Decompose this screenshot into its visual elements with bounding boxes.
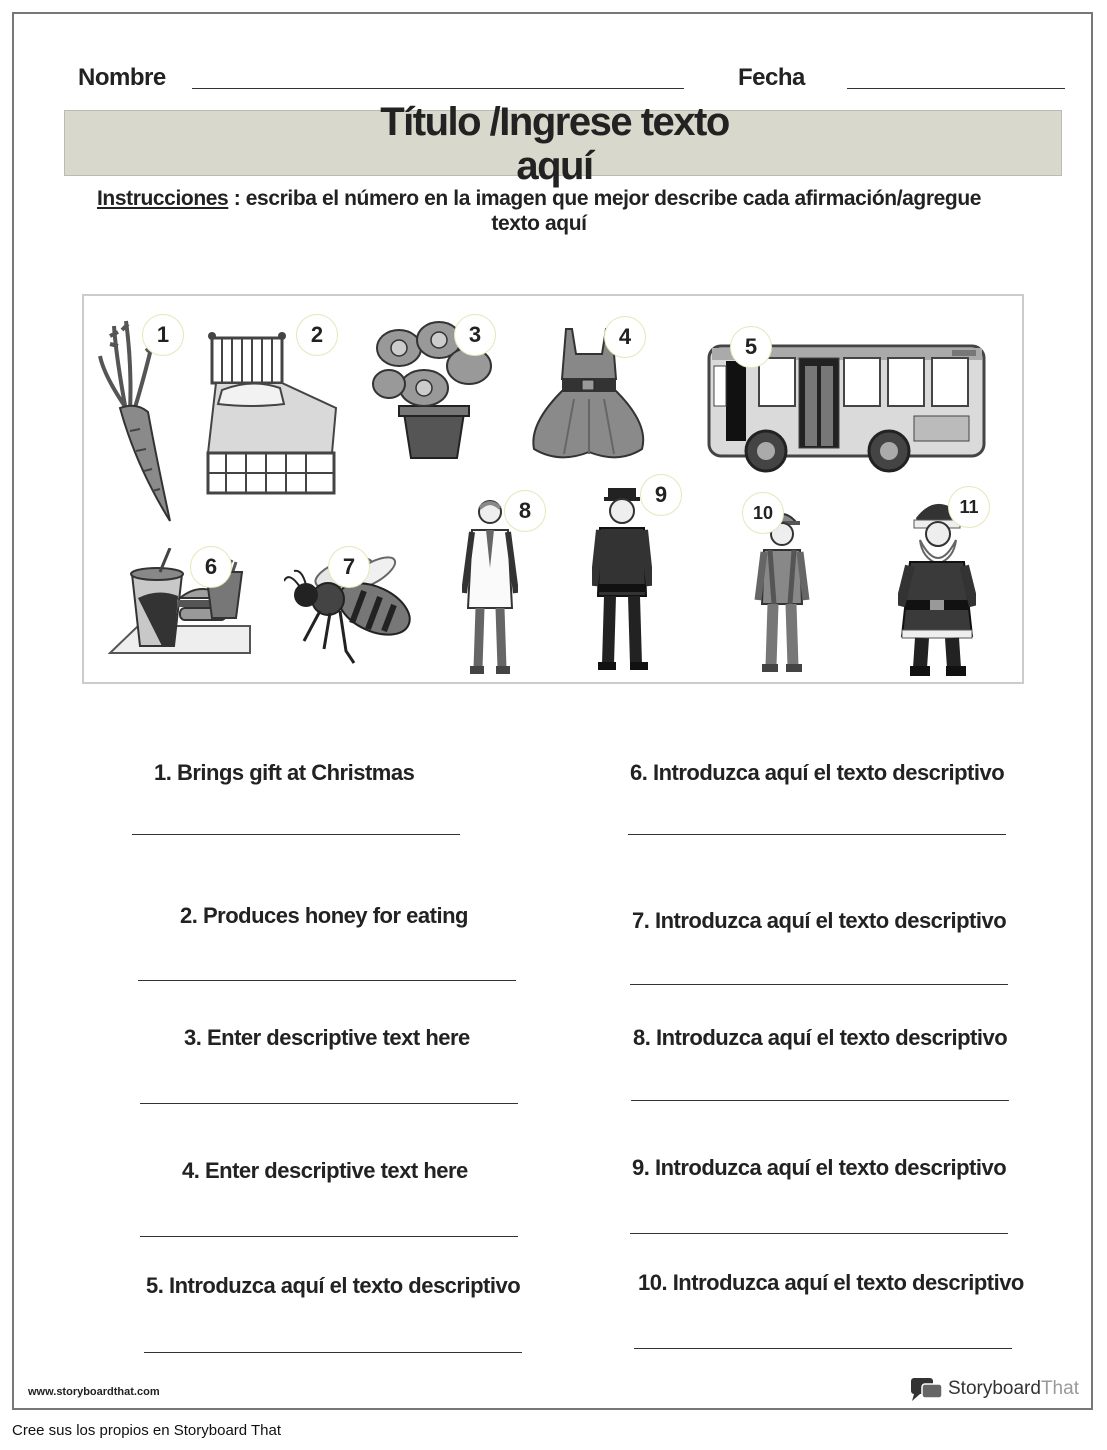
answer-line-4[interactable] [140, 1236, 518, 1237]
picture-number-2: 2 [296, 314, 338, 356]
answer-line-3[interactable] [140, 1103, 518, 1104]
instructions[interactable] [74, 186, 1004, 236]
worksheet-page [12, 12, 1093, 1410]
answer-line-9[interactable] [630, 1233, 1008, 1234]
instructions-label: Instrucciones [96, 187, 229, 210]
picture-number-9: 9 [640, 474, 682, 516]
logo-main: Storyboard [948, 1378, 1041, 1399]
answer-line-6[interactable] [628, 834, 1006, 835]
answer-line-1[interactable] [132, 834, 460, 835]
storyboardthat-logo[interactable] [910, 1376, 1079, 1402]
instructions-text: : escriba el número en la imagen que mejor describe cada afirmación/agregue texto aquí [228, 187, 982, 235]
picture-number-3: 3 [454, 314, 496, 356]
picture-number-1: 1 [142, 314, 184, 356]
question-10[interactable]: 10. Introduzca aquí el texto descriptivo [638, 1270, 1024, 1295]
date-label: Fecha [738, 64, 805, 91]
answer-line-8[interactable] [631, 1100, 1009, 1101]
question-2[interactable]: 2. Produces honey for eating [180, 903, 468, 928]
worksheet-title[interactable] [14, 100, 1095, 188]
answer-line-2[interactable] [138, 980, 516, 981]
question-4[interactable]: 4. Enter descriptive text here [182, 1158, 468, 1183]
question-5[interactable]: 5. Introduzca aquí el texto descriptivo [146, 1273, 521, 1298]
name-label: Nombre [78, 64, 166, 91]
picture-box [82, 294, 1024, 684]
title-line-1: Título /Ingrese texto [380, 100, 729, 144]
logo-accent: That [1040, 1378, 1079, 1399]
question-7[interactable]: 7. Introduzca aquí el texto descriptivo [632, 908, 1007, 933]
question-1[interactable]: 1. Brings gift at Christmas [154, 760, 415, 785]
picture-number-6: 6 [190, 546, 232, 588]
title-line-2: aquí [516, 144, 593, 188]
footer-url[interactable]: www.storyboardthat.com [28, 1386, 160, 1398]
name-answer-line[interactable] [192, 88, 684, 89]
question-9[interactable]: 9. Introduzca aquí el texto descriptivo [632, 1155, 1007, 1180]
picture-number-8: 8 [504, 490, 546, 532]
answer-line-5[interactable] [144, 1352, 522, 1353]
picture-number-4: 4 [604, 316, 646, 358]
question-6[interactable]: 6. Introduzca aquí el texto descriptivo [630, 760, 1005, 785]
picture-number-11: 11 [948, 486, 990, 528]
answer-line-7[interactable] [630, 984, 1008, 985]
picture-number-7: 7 [328, 546, 370, 588]
question-8[interactable]: 8. Introduzca aquí el texto descriptivo [633, 1025, 1008, 1050]
answer-line-10[interactable] [634, 1348, 1012, 1349]
speech-bubble-icon [910, 1376, 944, 1402]
police-officer-icon [592, 486, 652, 676]
picture-number-10: 10 [742, 492, 784, 534]
credit-text[interactable]: Cree sus los propios en Storyboard That [12, 1422, 282, 1439]
question-3[interactable]: 3. Enter descriptive text here [184, 1025, 470, 1050]
date-answer-line[interactable] [847, 88, 1065, 89]
picture-number-5: 5 [730, 326, 772, 368]
